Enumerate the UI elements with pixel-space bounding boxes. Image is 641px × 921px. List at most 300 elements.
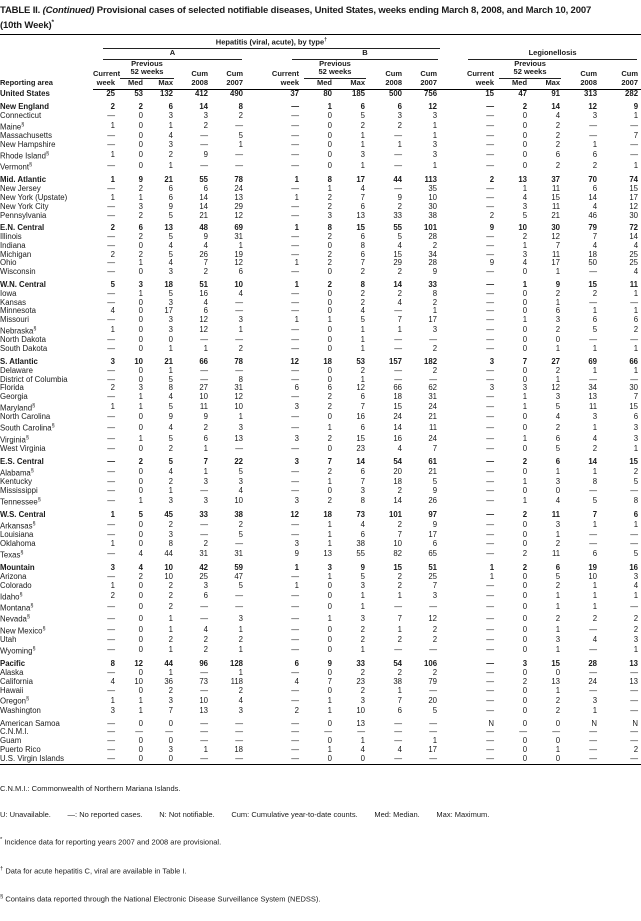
cell-value: 14 — [588, 192, 598, 202]
cell-value: — — [291, 297, 299, 307]
cell-value: — — [200, 139, 208, 149]
cell-value: — — [291, 602, 299, 612]
cell-value: 55 — [199, 175, 208, 185]
cell-value: 4 — [592, 433, 598, 443]
cell-value: 0 — [522, 139, 528, 149]
cell-value: 2 — [555, 139, 561, 149]
cell-value: 0 — [327, 602, 332, 612]
cell-value: — — [486, 184, 495, 194]
cell-value: 18 — [393, 392, 402, 402]
cell-value: 30 — [551, 223, 561, 233]
cell-value: 4 — [168, 466, 173, 476]
cell-value: 2 — [522, 563, 528, 573]
cell-value: — — [291, 727, 299, 737]
row-label: Utah — [0, 635, 17, 645]
cell-value: 12 — [199, 325, 208, 335]
cell-value: 3 — [238, 613, 243, 623]
cell-value: 0 — [522, 695, 528, 705]
cell-value: — — [291, 101, 299, 111]
cell-value: — — [291, 412, 299, 422]
table-row — [0, 112, 641, 121]
cell-value: 0 — [522, 571, 528, 581]
cell-value: — — [589, 485, 598, 495]
cell-value: 2 — [203, 538, 208, 548]
cell-value: — — [291, 736, 299, 746]
cell-value: 2 — [397, 201, 402, 211]
cell-value: 0 — [138, 485, 143, 495]
cell-value: 26 — [428, 495, 438, 505]
cell-value: 1 — [522, 315, 528, 325]
cell-value: 0 — [327, 325, 332, 335]
cell-value: 1 — [360, 602, 365, 612]
hepatitis-group-header — [93, 36, 440, 49]
cell-value: 0 — [138, 365, 143, 375]
cell-value: 500 — [388, 89, 402, 99]
cell-value: — — [135, 727, 143, 737]
table-row — [0, 496, 641, 507]
nedss-marker: § — [33, 326, 37, 333]
cell-value: 1 — [327, 538, 332, 548]
cell-value: 16 — [393, 433, 402, 443]
cell-value: 11 — [588, 402, 598, 412]
cell-value: 1 — [110, 120, 115, 130]
row-label: Delaware — [0, 365, 33, 375]
cell-value: 55 — [356, 549, 365, 559]
cell-value: 2 — [555, 613, 561, 623]
cell-value: 12 — [290, 357, 299, 367]
cell-value: — — [589, 130, 598, 140]
cell-value: 1 — [633, 344, 639, 354]
cell-value: — — [107, 161, 115, 171]
cell-value: — — [291, 392, 299, 402]
cell-value: — — [486, 549, 495, 559]
cell-value: 2 — [432, 365, 438, 375]
cell-value: 0 — [138, 412, 143, 422]
cell-value: 38 — [356, 538, 365, 548]
row-label: Mississippi — [0, 485, 38, 495]
table-row — [0, 176, 641, 185]
cell-value: 21 — [428, 412, 438, 422]
cell-value: 0 — [138, 315, 143, 325]
table-row — [0, 281, 641, 290]
cell-value: 15 — [356, 433, 365, 443]
cell-value: 2 — [238, 344, 243, 354]
cell-value: 0 — [168, 753, 173, 763]
cell-value: 0 — [522, 297, 528, 307]
cell-value: 3 — [522, 659, 528, 669]
row-label: California — [0, 676, 33, 686]
cell-value: 0 — [138, 120, 143, 130]
cell-value: 20 — [393, 466, 402, 476]
cell-value: 72 — [629, 223, 639, 233]
cell-value: 23 — [356, 444, 365, 453]
cell-value: — — [291, 571, 299, 581]
table-row — [0, 185, 641, 194]
title-asterisk: * — [51, 18, 54, 26]
cell-value: 0 — [522, 580, 528, 590]
cell-value: 1 — [592, 365, 598, 375]
cell-value: 1 — [432, 306, 438, 316]
cell-value: 1 — [138, 288, 143, 298]
reporting-area-header: Reporting area — [0, 78, 53, 88]
cell-value: 1 — [327, 315, 332, 325]
nedss-marker: § — [26, 614, 30, 621]
cell-value: — — [486, 538, 495, 548]
cell-value: 3 — [555, 476, 561, 486]
cell-value: 5 — [555, 571, 561, 581]
cell-value: — — [291, 201, 299, 211]
cell-value: 3 — [168, 110, 173, 120]
row-label: Hawaii — [0, 685, 24, 695]
cell-value: 74 — [629, 175, 639, 185]
cell-value: 1 — [168, 668, 173, 678]
cell-value: 7 — [522, 357, 528, 367]
cell-value: 3 — [633, 422, 639, 432]
cell-value: 3 — [168, 297, 173, 307]
cell-value: 1 — [633, 288, 639, 298]
cell-value: 47 — [518, 89, 528, 99]
cell-value: 31 — [428, 392, 438, 402]
cell-value: — — [107, 232, 115, 242]
cell-value: 9 — [203, 232, 208, 242]
cell-value: — — [394, 374, 402, 384]
cell-value: 0 — [522, 538, 528, 548]
col-cum07-l: Cum — [621, 69, 639, 79]
cell-value: 0 — [522, 130, 528, 140]
cell-value: 1 — [110, 175, 115, 185]
table-row — [0, 458, 641, 467]
cell-value: 1 — [203, 344, 208, 354]
col-max-a: Max — [146, 79, 176, 90]
cell-value: 0 — [555, 668, 561, 678]
cell-value: 2 — [327, 201, 332, 211]
cell-value: 2 — [397, 580, 402, 590]
cell-value: 3 — [555, 635, 561, 645]
cell-value: — — [107, 625, 115, 634]
cell-value: 1 — [360, 590, 365, 600]
row-label: S. Atlantic — [0, 357, 38, 367]
cell-value: 9 — [489, 223, 495, 233]
cell-value: 1 — [633, 306, 639, 316]
cell-value: 9 — [360, 563, 365, 573]
cell-value: 30 — [629, 383, 639, 393]
cell-value: — — [630, 668, 639, 678]
cell-value: — — [200, 130, 208, 140]
cell-value: 0 — [327, 753, 332, 763]
cell-value: 2 — [555, 695, 561, 705]
cell-value: 0 — [522, 705, 528, 715]
cell-value: 28 — [428, 232, 438, 242]
cell-value: 2 — [138, 249, 143, 259]
cell-value: 1 — [432, 130, 438, 140]
cell-value: 7 — [327, 676, 332, 686]
cell-value: — — [235, 736, 243, 746]
cell-value: 2 — [138, 210, 143, 220]
cell-value: 51 — [199, 280, 208, 290]
cell-value: — — [107, 210, 115, 220]
cell-value: 42 — [199, 563, 208, 573]
cell-value: 0 — [138, 422, 143, 432]
cell-value: — — [291, 625, 299, 634]
cell-value: 18 — [588, 249, 598, 259]
cell-value: — — [291, 149, 299, 159]
col-med-a: Med — [118, 79, 146, 90]
cell-value: 10 — [164, 563, 173, 573]
cell-value: 6 — [203, 306, 208, 316]
cell-value: — — [589, 267, 598, 277]
cell-value: 8 — [168, 538, 173, 548]
cell-value: 5 — [168, 456, 173, 466]
cell-value: 25 — [629, 249, 639, 259]
cell-value: 6 — [360, 530, 365, 540]
cell-value: 50 — [588, 258, 598, 268]
cell-value: 1 — [138, 433, 143, 443]
cell-value: — — [486, 685, 495, 695]
cell-value: 4 — [360, 306, 365, 316]
cell-value: 14 — [629, 232, 639, 242]
cell-value: 1 — [203, 745, 208, 755]
cell-value: 14 — [551, 101, 561, 111]
cell-value: 1 — [294, 580, 299, 590]
cell-value: 1 — [592, 306, 598, 316]
cell-value: — — [200, 685, 208, 695]
cell-value: — — [589, 625, 598, 634]
table-row — [0, 393, 641, 402]
cell-value: 8 — [360, 495, 365, 505]
cell-value: 1 — [327, 184, 332, 194]
footnote-abbreviations: U: Unavailable. —: No reported cases. N: Not notifiable. Cum: Cumulative year-to-date counts. Med: Median. Max: Maximum. — [0, 809, 490, 819]
cell-value: 6 — [360, 422, 365, 432]
cell-value: — — [486, 476, 495, 486]
cell-value: 15 — [629, 184, 639, 194]
cell-value: 6 — [327, 383, 332, 393]
table-row — [0, 582, 641, 591]
row-label: Ohio — [0, 258, 17, 268]
table-row — [0, 422, 641, 433]
table-row — [0, 695, 641, 706]
cell-value: 4 — [168, 422, 173, 432]
cell-value: — — [291, 530, 299, 540]
cell-value: 0 — [522, 635, 528, 645]
cell-value: 2 — [397, 120, 402, 130]
cell-value: 1 — [238, 240, 243, 250]
cell-value: 13 — [234, 433, 243, 443]
cell-value: — — [200, 727, 208, 737]
cell-value: — — [394, 365, 402, 375]
cell-value: 2 — [327, 495, 332, 505]
cell-value: 25 — [106, 89, 115, 99]
cell-value: 47 — [234, 571, 243, 581]
row-label: New Hampshire — [0, 139, 56, 149]
cell-value: 15 — [551, 192, 561, 202]
cell-value: 24 — [393, 412, 402, 422]
cell-value: — — [394, 727, 402, 737]
cell-value: 54 — [393, 659, 402, 669]
cell-value: 6 — [238, 267, 243, 277]
cell-value: 4 — [633, 267, 639, 277]
cell-value: — — [324, 727, 332, 737]
cell-value: — — [630, 685, 639, 695]
row-label: South Carolina§ — [0, 423, 55, 433]
cell-value: 1 — [555, 645, 561, 655]
cell-value: — — [429, 753, 438, 763]
cell-value: 2 — [110, 223, 115, 233]
cell-value: 10 — [199, 695, 208, 705]
cell-value: 1 — [138, 258, 143, 268]
row-label: Montana§ — [0, 602, 34, 613]
group-b-header: B — [246, 49, 440, 60]
cell-value: — — [200, 602, 208, 612]
cell-value: 1 — [238, 412, 243, 422]
row-label: Tennessee§ — [0, 496, 41, 507]
cell-value: 7 — [397, 315, 402, 325]
cell-value: 1 — [522, 184, 528, 194]
cell-value: 4 — [168, 392, 173, 402]
cell-value: 0 — [327, 590, 332, 600]
cell-value: 4 — [397, 444, 402, 453]
cell-value: — — [291, 249, 299, 259]
cell-value: 34 — [588, 383, 598, 393]
cell-value: 0 — [522, 625, 528, 634]
cell-value: 5 — [110, 280, 115, 290]
nedss-marker: § — [25, 434, 29, 441]
cell-value: 54 — [393, 456, 402, 466]
cell-value: — — [589, 120, 598, 130]
cell-value: 2 — [397, 520, 402, 530]
table-row — [0, 636, 641, 645]
col-2008-l: 2008 — [563, 79, 600, 90]
cell-value: 6 — [397, 705, 402, 715]
table-row — [0, 687, 641, 696]
cell-value: 1 — [360, 139, 365, 149]
cell-value: 1 — [592, 705, 598, 715]
cell-value: 157 — [388, 357, 402, 367]
cell-value: — — [107, 267, 115, 277]
cell-value: — — [589, 374, 598, 384]
cell-value: — — [291, 335, 299, 345]
cell-value: 0 — [555, 753, 561, 763]
row-label: West Virginia — [0, 444, 46, 453]
cell-value: 2 — [327, 232, 332, 242]
row-label: Mid. Atlantic — [0, 175, 47, 185]
cell-value: 13 — [323, 549, 332, 559]
cell-value: 2 — [238, 635, 243, 645]
cell-value: — — [486, 495, 495, 505]
cell-value: 2 — [522, 676, 528, 686]
cell-value: 3 — [168, 530, 173, 540]
cell-value: 0 — [555, 718, 561, 728]
cell-value: — — [291, 520, 299, 530]
row-label: Puerto Rico — [0, 745, 41, 755]
cell-value: — — [107, 736, 115, 746]
cell-value: 1 — [238, 645, 243, 655]
cell-value: 53 — [356, 357, 365, 367]
col-week-b: week — [246, 79, 302, 90]
cell-value: 2 — [168, 602, 173, 612]
cell-value: — — [291, 613, 299, 623]
cell-value: 3 — [168, 315, 173, 325]
cell-value: 4 — [522, 258, 528, 268]
cell-value: 31 — [234, 232, 243, 242]
cell-value: 2 — [138, 456, 143, 466]
cell-value: 1 — [555, 590, 561, 600]
cell-value: 65 — [428, 549, 438, 559]
cell-value: — — [107, 476, 115, 486]
row-label: Illinois — [0, 232, 22, 242]
cell-value: 6 — [555, 563, 561, 573]
cell-value: 1 — [360, 335, 365, 345]
cell-value: 18 — [393, 476, 402, 486]
cell-value: 2 — [397, 635, 402, 645]
cell-value: 1 — [522, 392, 528, 402]
cell-value: 0 — [360, 753, 365, 763]
cell-value: 2 — [168, 580, 173, 590]
cell-value: — — [486, 625, 495, 634]
cell-value: 0 — [138, 161, 143, 171]
cell-value: 6 — [592, 315, 598, 325]
cell-value: 0 — [522, 590, 528, 600]
cell-value: 3 — [522, 201, 528, 211]
cell-value: 9 — [633, 101, 639, 111]
cell-value: 79 — [588, 223, 598, 233]
row-label: E.N. Central — [0, 223, 45, 233]
cell-value: — — [486, 306, 495, 316]
cell-value: — — [291, 476, 299, 486]
cell-value: 14 — [199, 201, 208, 211]
table-row — [0, 467, 641, 478]
cell-value: — — [486, 130, 495, 140]
cell-value: 1 — [555, 297, 561, 307]
cell-value: 3 — [168, 745, 173, 755]
cell-value: — — [486, 365, 495, 375]
cell-value: 1 — [522, 476, 528, 486]
cell-value: 2 — [138, 101, 143, 111]
cell-value: 9 — [138, 175, 143, 185]
cell-value: 0 — [138, 476, 143, 486]
cell-value: 7 — [633, 130, 639, 140]
cell-value: — — [107, 201, 115, 211]
row-label: Oklahoma — [0, 538, 36, 548]
nedss-marker: § — [30, 602, 34, 609]
cell-value: 9 — [489, 258, 495, 268]
cell-value: 1 — [110, 149, 115, 159]
cell-value: 17 — [428, 315, 438, 325]
row-label: Michigan — [0, 249, 32, 259]
table-row — [0, 602, 641, 613]
cell-value: 1 — [138, 402, 143, 412]
cell-value: 0 — [522, 602, 528, 612]
cell-value: 0 — [327, 110, 332, 120]
cell-value: 2 — [238, 685, 243, 695]
cell-value: 55 — [393, 223, 402, 233]
cell-value: 10 — [234, 280, 243, 290]
cell-value: 3 — [168, 495, 173, 505]
cell-value: 5 — [168, 374, 173, 384]
cell-value: 1 — [238, 325, 243, 335]
cell-value: — — [291, 635, 299, 645]
cell-value: 0 — [327, 412, 332, 422]
cell-value: 1 — [592, 466, 598, 476]
cell-value: 48 — [199, 223, 208, 233]
cell-value: 2 — [432, 625, 438, 634]
cell-value: 4 — [397, 745, 402, 755]
cell-value: 12 — [551, 232, 561, 242]
cell-value: — — [291, 466, 299, 476]
cell-value: 0 — [138, 297, 143, 307]
cell-value: — — [486, 695, 495, 705]
cell-value: — — [200, 530, 208, 540]
cell-value: — — [291, 232, 299, 242]
